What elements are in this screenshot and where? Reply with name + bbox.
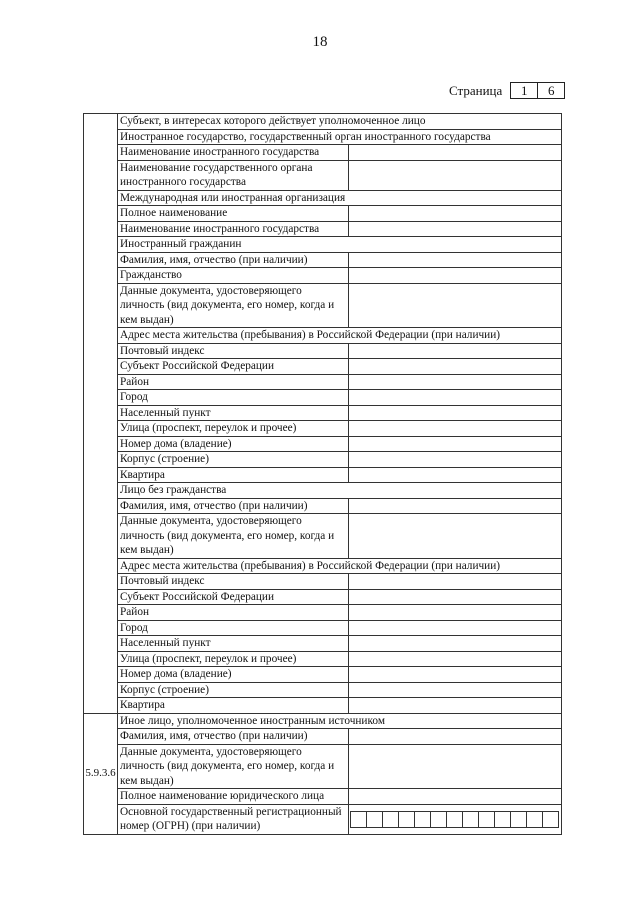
table-row [84,190,562,206]
section-heading: Международная или иностранная организация [117,190,561,206]
field-value[interactable] [349,374,562,390]
section-heading: Адрес места жительства (пребывания) в Российской Федерации (при наличии) [117,558,561,574]
section-heading: Иностранный гражданин [117,237,561,253]
field-label: Наименование государственного органа иностранного государства [117,160,348,190]
ogrn-field[interactable] [349,804,562,834]
section-code-cell: 5.9.3.6 [84,713,118,834]
field-label: Корпус (строение) [117,452,348,468]
ogrn-digit-box[interactable] [510,811,527,828]
table-row [84,605,562,621]
table-row [84,682,562,698]
table-row [84,390,562,406]
ogrn-digit-box[interactable] [366,811,383,828]
field-label: Основной государственный регистрационный номер (ОГРН) (при наличии) [117,804,348,834]
table-row [84,698,562,714]
field-label: Квартира [117,467,348,483]
field-label: Населенный пункт [117,636,348,652]
table-row [84,667,562,683]
field-label: Субъект Российской Федерации [117,359,348,375]
table-row [84,328,562,344]
field-value[interactable] [349,651,562,667]
page-indicator-label: Страница [449,82,503,98]
table-row [84,206,562,222]
ogrn-digit-box[interactable] [398,811,415,828]
field-value[interactable] [349,589,562,605]
field-label: Город [117,620,348,636]
field-value[interactable] [349,682,562,698]
field-value[interactable] [349,729,562,745]
table-row [84,129,562,145]
field-value[interactable] [349,467,562,483]
field-value[interactable] [349,620,562,636]
table-row [84,436,562,452]
table-row [84,467,562,483]
field-value[interactable] [349,744,562,789]
field-value[interactable] [349,667,562,683]
ogrn-digit-box[interactable] [430,811,447,828]
field-value[interactable] [349,405,562,421]
field-label: Фамилия, имя, отчество (при наличии) [117,729,348,745]
field-value[interactable] [349,390,562,406]
field-value[interactable] [349,206,562,222]
table-row [84,374,562,390]
field-value[interactable] [349,514,562,559]
table-row [84,804,562,834]
table-row [84,789,562,805]
field-label: Субъект Российской Федерации [117,589,348,605]
section-heading: Адрес места жительства (пребывания) в Российской Федерации (при наличии) [117,328,561,344]
table-row [84,744,562,789]
table-row [84,237,562,253]
section-heading: Лицо без гражданства [117,483,561,499]
field-value[interactable] [349,498,562,514]
table-row [84,713,562,729]
field-label: Данные документа, удостоверяющего личность (вид документа, его номер, когда и кем выдан) [117,283,348,328]
field-label: Данные документа, удостоверяющего личность (вид документа, его номер, когда и кем выдан) [117,744,348,789]
field-label: Корпус (строение) [117,682,348,698]
ogrn-digit-box[interactable] [526,811,543,828]
field-value[interactable] [349,283,562,328]
section-heading: Иное лицо, уполномоченное иностранным источником [117,713,561,729]
field-label: Фамилия, имя, отчество (при наличии) [117,252,348,268]
field-label: Полное наименование юридического лица [117,789,348,805]
table-row [84,343,562,359]
ogrn-digit-box[interactable] [478,811,495,828]
table-row [84,252,562,268]
field-label: Район [117,605,348,621]
ogrn-digit-box[interactable] [350,811,367,828]
page-number: 18 [312,34,328,50]
field-value[interactable] [349,452,562,468]
table-row [84,574,562,590]
table-row [84,729,562,745]
field-label: Почтовый индекс [117,343,348,359]
field-value[interactable] [349,421,562,437]
table-row [84,421,562,437]
field-label: Полное наименование [117,206,348,222]
ogrn-digit-box[interactable] [382,811,399,828]
table-row [84,498,562,514]
table-row [84,221,562,237]
field-value[interactable] [349,605,562,621]
field-value[interactable] [349,252,562,268]
field-value[interactable] [349,698,562,714]
field-label: Наименование иностранного государства [117,145,348,161]
table-row [84,620,562,636]
section-heading: Иностранное государство, государственный орган иностранного государства [117,129,561,145]
field-label: Населенный пункт [117,405,348,421]
field-label: Наименование иностранного государства [117,221,348,237]
page-indicator-cell: 1 [510,82,538,99]
field-label: Данные документа, удостоверяющего личность (вид документа, его номер, когда и кем выдан) [117,514,348,559]
field-value[interactable] [349,145,562,161]
field-label: Улица (проспект, переулок и прочее) [117,421,348,437]
table-row [84,558,562,574]
table-row [84,160,562,190]
field-value[interactable] [349,343,562,359]
section-code-cell [84,114,118,714]
table-row [84,483,562,499]
table-row [84,283,562,328]
ogrn-digit-box[interactable] [494,811,511,828]
page-indicator [449,82,565,99]
table-row [84,651,562,667]
field-label: Улица (проспект, переулок и прочее) [117,651,348,667]
field-label: Номер дома (владение) [117,667,348,683]
ogrn-digit-box[interactable] [414,811,431,828]
field-label: Номер дома (владение) [117,436,348,452]
field-value[interactable] [349,436,562,452]
field-label: Почтовый индекс [117,574,348,590]
field-label: Фамилия, имя, отчество (при наличии) [117,498,348,514]
field-value[interactable] [349,789,562,805]
table-row [84,268,562,284]
field-label: Квартира [117,698,348,714]
field-value[interactable] [349,574,562,590]
table-row [84,589,562,605]
field-label: Район [117,374,348,390]
ogrn-digit-box[interactable] [446,811,463,828]
table-row [84,514,562,559]
table-row [84,114,562,130]
field-value[interactable] [349,268,562,284]
table-row [84,359,562,375]
page-indicator-cell: 6 [537,82,565,99]
ogrn-digit-box[interactable] [462,811,479,828]
field-value[interactable] [349,221,562,237]
table-row [84,145,562,161]
section-heading: Субъект, в интересах которого действует уполномоченное лицо [117,114,561,130]
field-label: Город [117,390,348,406]
ogrn-boxes [351,811,559,828]
table-row [84,452,562,468]
field-value[interactable] [349,359,562,375]
form-table [83,113,562,835]
ogrn-digit-box[interactable] [542,811,559,828]
field-value[interactable] [349,160,562,190]
table-row [84,636,562,652]
field-value[interactable] [349,636,562,652]
table-row [84,405,562,421]
field-label: Гражданство [117,268,348,284]
